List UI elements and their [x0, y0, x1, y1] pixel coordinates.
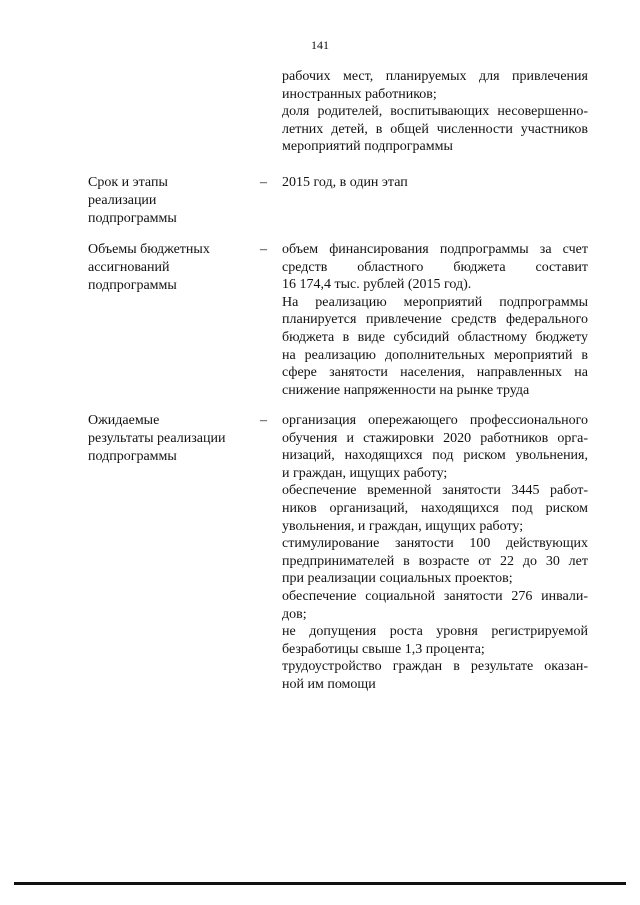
text-line: летних детей, в общей численности участников [282, 121, 588, 137]
text-line: доля родителей, воспитывающих несовершенно- [282, 104, 588, 120]
text-line: и граждан, ищущих работу; [282, 465, 448, 481]
continuation-text [282, 68, 588, 156]
text-line: низаций, находящихся под риском увольнения, [282, 448, 588, 464]
text-line: сфере занятости населения, направленных на [282, 365, 588, 381]
text-line: планируется привлечение средств федерального [282, 312, 588, 328]
text-line: обеспечение социальной занятости 276 инвали- [282, 588, 588, 604]
text-line: на реализацию дополнительных мероприятий в [282, 347, 588, 363]
label-line: подпрограммы [88, 211, 177, 226]
page-number: 141 [311, 38, 329, 52]
text-line: трудоустройство граждан в результате оказан- [282, 659, 588, 675]
label-line: результаты реализации [88, 431, 226, 446]
text-line: 2015 год, в один этап [282, 175, 408, 190]
section-label [88, 412, 248, 466]
text-line: организация опережающего профессионального [282, 413, 588, 428]
text-line: 16 174,4 тыс. рублей (2015 год). [282, 277, 472, 293]
dash-separator: – [260, 242, 267, 257]
text-line: предпринимателей в возрасте от 22 до 30 лет [282, 553, 588, 569]
bottom-rule [14, 882, 626, 885]
text-line: при реализации социальных проектов; [282, 571, 513, 587]
section-label [88, 241, 248, 295]
text-line: безработицы свыше 1,3 процента; [282, 641, 485, 657]
text-line: дов; [282, 606, 307, 622]
text-line: обучения и стажировки 2020 работников орга- [282, 430, 588, 446]
text-line: иностранных работников; [282, 86, 437, 102]
label-line: ассигнований [88, 260, 170, 275]
label-line: подпрограммы [88, 449, 177, 464]
dash-separator: – [260, 175, 267, 190]
text-line: средств областного бюджета составит [282, 259, 588, 275]
text-line: стимулирование занятости 100 действующих [282, 536, 588, 552]
text-line: обеспечение временной занятости 3445 работ- [282, 483, 588, 499]
section-label [88, 174, 248, 228]
text-line: не допущения роста уровня регистрируемой [282, 624, 588, 640]
section-content [282, 241, 588, 399]
section-content [282, 174, 588, 192]
text-line: увольнения, и граждан, ищущих работу; [282, 518, 524, 534]
text-line: бюджета в виде субсидий областному бюджету [282, 329, 588, 345]
label-line: Объемы бюджетных [88, 242, 210, 257]
label-line: Ожидаемые [88, 413, 160, 428]
text-line: ной им помощи [282, 676, 376, 692]
section-content [282, 412, 588, 694]
text-line: объем финансирования подпрограммы за счет [282, 242, 588, 257]
label-line: реализации [88, 193, 157, 208]
text-line: На реализацию мероприятий подпрограммы [282, 294, 588, 310]
text-line: мероприятий подпрограммы [282, 139, 453, 155]
text-line: ников организаций, находящихся под риском [282, 500, 588, 516]
dash-separator: – [260, 413, 267, 428]
label-line: Срок и этапы [88, 175, 168, 190]
label-line: подпрограммы [88, 278, 177, 293]
text-line: снижение напряженности на рынке труда [282, 382, 530, 398]
text-line: рабочих мест, планируемых для привлечения [282, 69, 588, 84]
